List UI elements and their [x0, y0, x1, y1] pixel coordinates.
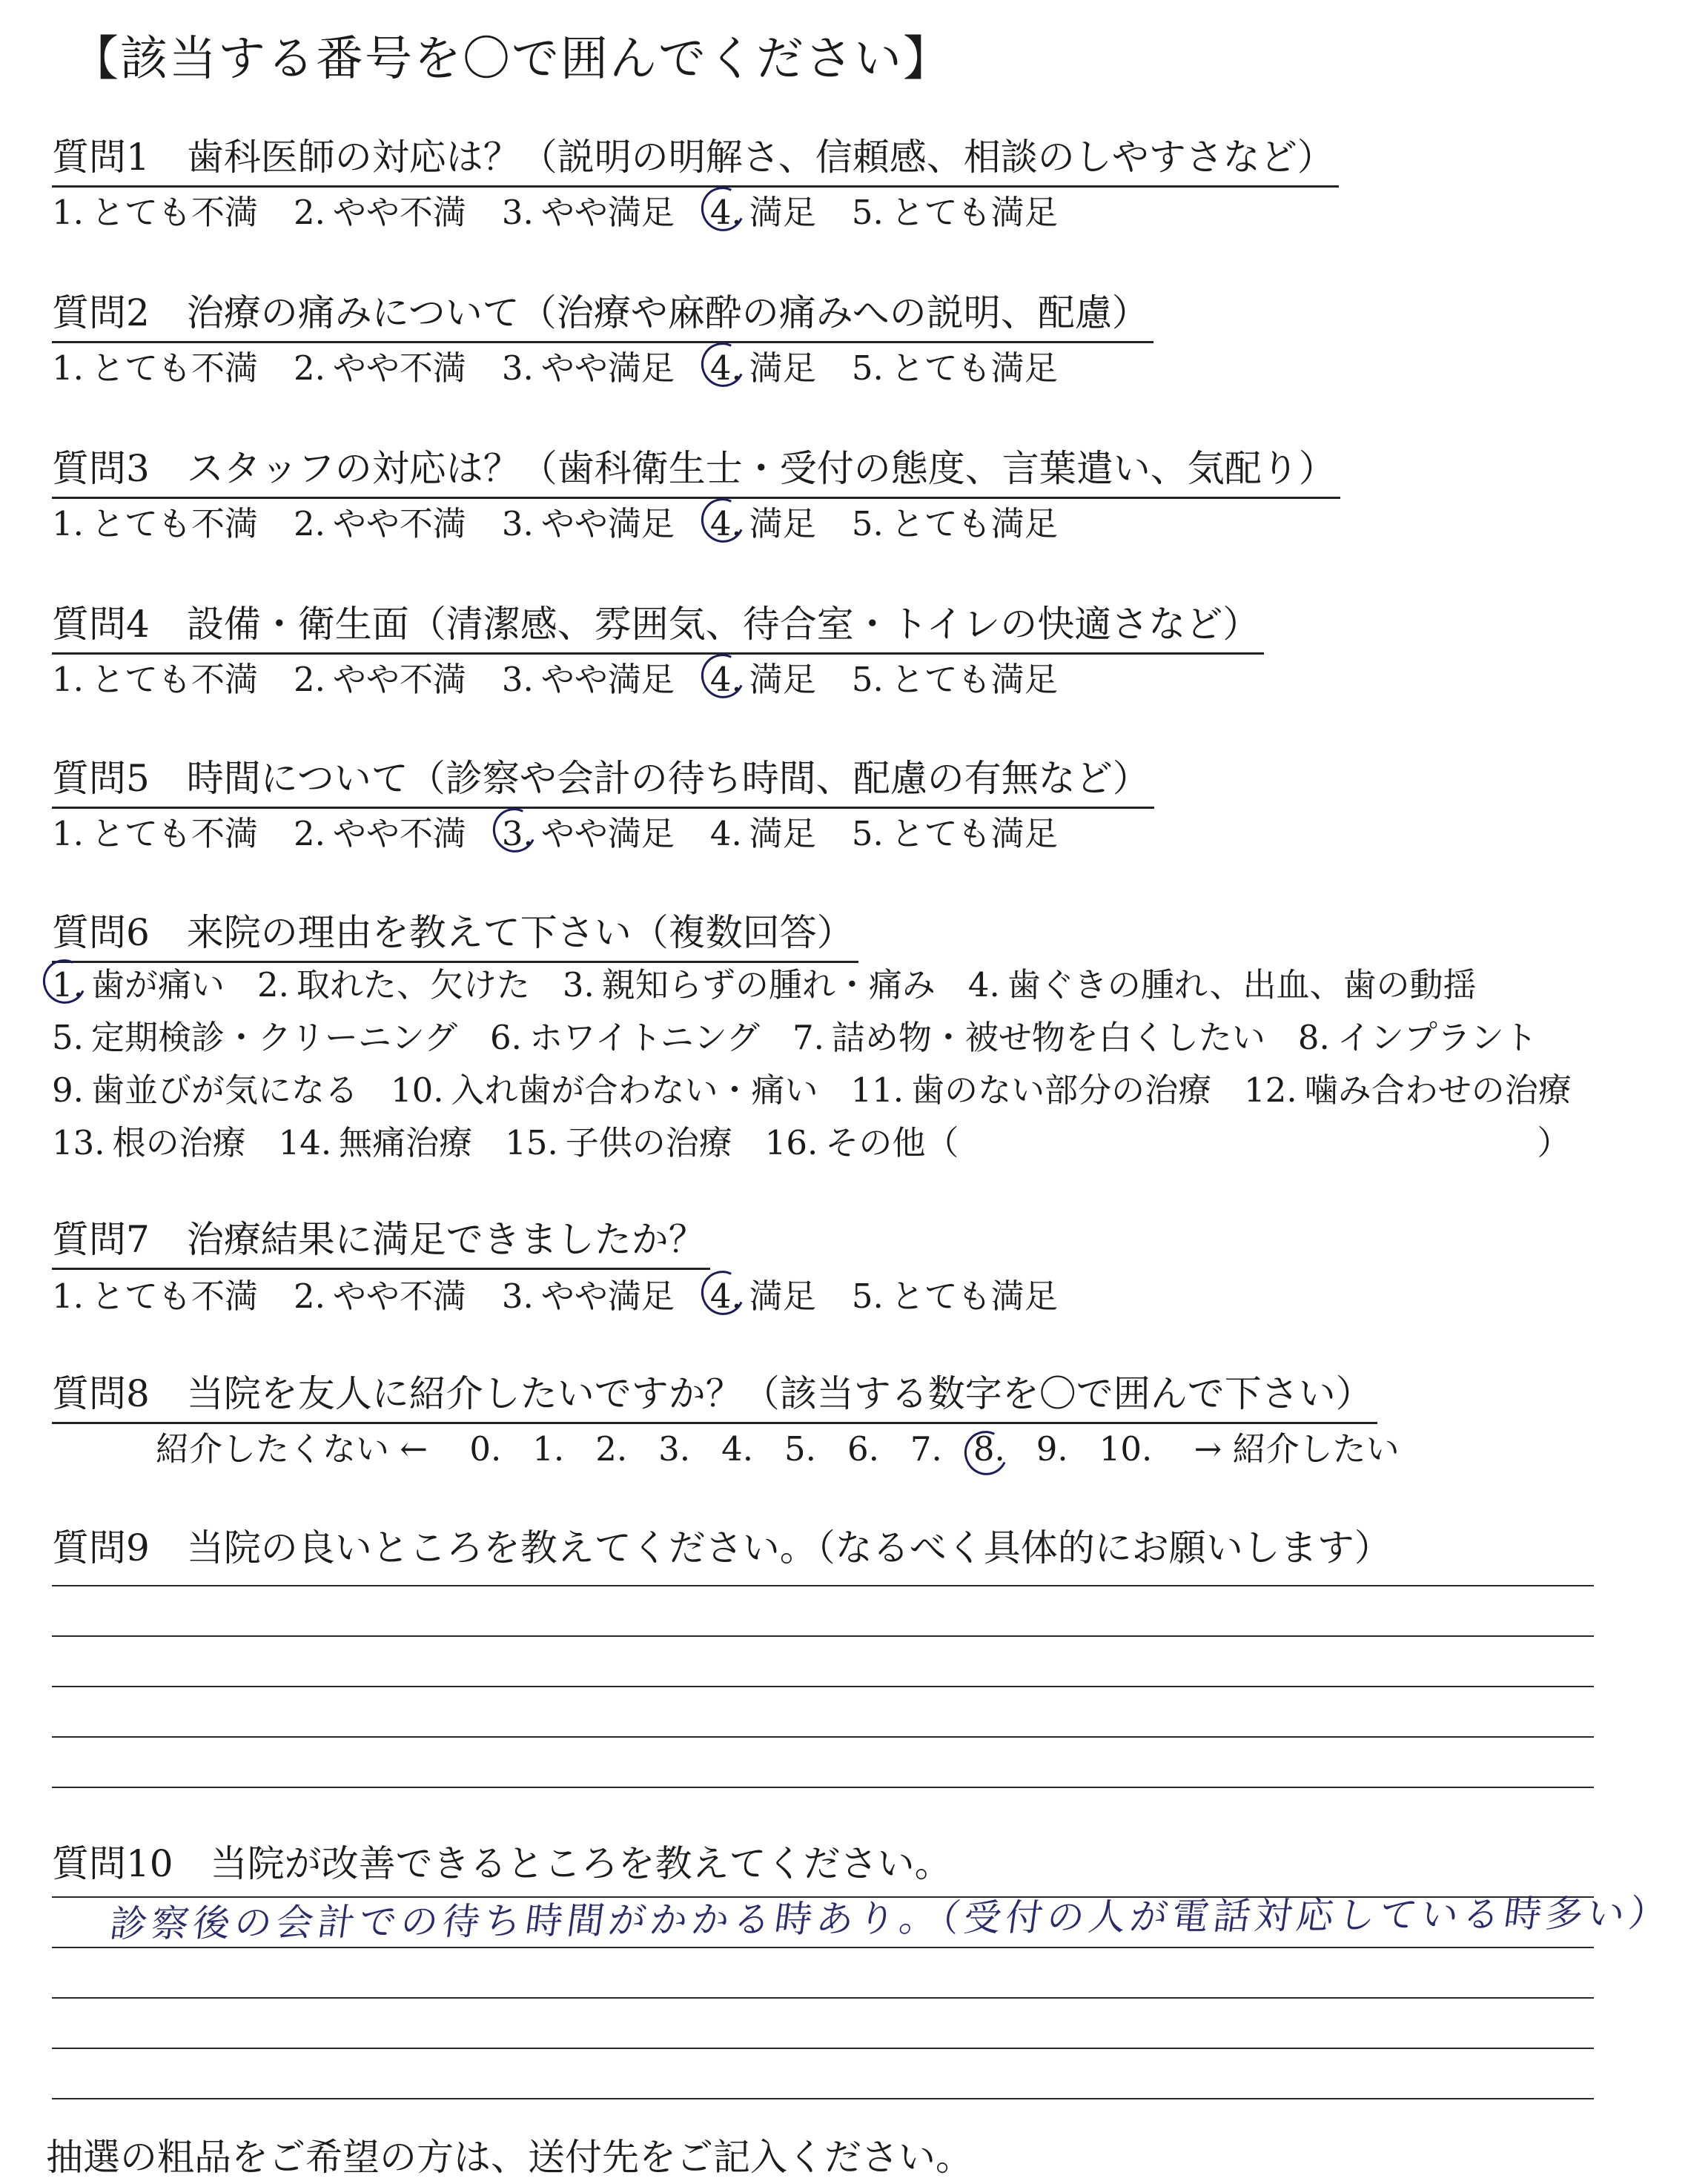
- question-2-options: [52, 341, 1093, 389]
- option-number: 4.: [709, 348, 742, 388]
- option-number: 1.: [52, 660, 84, 699]
- q4-option[interactable]: [502, 652, 675, 701]
- q6-option[interactable]: [1298, 1010, 1537, 1059]
- option-label: やや満足: [540, 504, 675, 543]
- option-number: 1.: [52, 348, 84, 388]
- q6-option[interactable]: [52, 1063, 358, 1111]
- q2-option[interactable]: [852, 341, 1058, 389]
- scale-value[interactable]: 0.: [469, 1429, 502, 1469]
- q6-option[interactable]: [505, 1116, 732, 1164]
- option-number: 3.: [501, 814, 534, 853]
- option-number: 3.: [501, 660, 534, 699]
- scale-value[interactable]: 1.: [532, 1429, 565, 1469]
- option-label: 歯並びが気になる: [90, 1070, 358, 1110]
- other-paren-close: ）: [1537, 1123, 1571, 1162]
- q2-option[interactable]: [294, 341, 466, 389]
- selection-circle: [695, 648, 750, 704]
- q6-option[interactable]: [257, 958, 530, 1006]
- option-label: とても不満: [90, 193, 258, 232]
- option-label: やや不満: [332, 814, 466, 853]
- option-label: やや不満: [332, 1277, 466, 1316]
- question-3-title: 質問3 スタッフの対応は？（歯科衛生士・受付の態度、言葉遣い、気配り）: [52, 439, 1340, 499]
- option-number: 13.: [52, 1123, 105, 1162]
- option-label: やや不満: [332, 660, 466, 699]
- q7-option[interactable]: [52, 1269, 258, 1317]
- q6-option[interactable]: [851, 1063, 1212, 1111]
- option-label: 噛み合わせの治療: [1304, 1070, 1572, 1110]
- scale-value[interactable]: 9.: [1036, 1429, 1068, 1469]
- answer-line: [52, 1585, 1594, 1586]
- q4-option[interactable]: [294, 652, 466, 701]
- option-label: ホワイトニング: [529, 1018, 760, 1057]
- option-number: 14.: [278, 1123, 332, 1162]
- option-label: やや満足: [540, 193, 675, 232]
- answer-line: [52, 2098, 1594, 2099]
- option-label: とても不満: [90, 348, 258, 388]
- option-label: 親知らずの腫れ・痛み: [601, 965, 936, 1005]
- q1-option[interactable]: [852, 185, 1058, 234]
- q3-option[interactable]: [52, 497, 258, 545]
- option-label: 歯が痛い: [90, 965, 225, 1005]
- option-label: とても不満: [90, 504, 258, 543]
- question-6-row: [52, 1063, 1604, 1116]
- q3-option[interactable]: [710, 497, 816, 545]
- q1-option[interactable]: [502, 185, 675, 234]
- q7-option[interactable]: [852, 1269, 1058, 1317]
- q7-option[interactable]: [710, 1269, 816, 1317]
- option-number: 4.: [709, 1277, 742, 1316]
- question-1-options: [52, 185, 1093, 234]
- option-number: 4.: [709, 660, 742, 699]
- q2-option[interactable]: [502, 341, 675, 389]
- scale-value[interactable]: 10.: [1099, 1429, 1153, 1469]
- q3-option[interactable]: [852, 497, 1058, 545]
- question-4-title: 質問4 設備・衛生面（清潔感、雰囲気、待合室・トイレの快適さなど）: [52, 595, 1264, 655]
- q4-option[interactable]: [710, 652, 816, 701]
- question-3-options: [52, 497, 1093, 545]
- scale-high-label: → 紹介したい: [1194, 1429, 1400, 1469]
- option-number: 2.: [293, 814, 325, 853]
- question-6-row: [52, 1116, 1604, 1168]
- option-number: 5.: [851, 660, 884, 699]
- scale-value[interactable]: 5.: [784, 1429, 816, 1469]
- option-number: 3.: [501, 504, 534, 543]
- question-5-options: [52, 807, 1093, 855]
- option-label: やや不満: [332, 504, 466, 543]
- option-number: 5.: [851, 504, 884, 543]
- option-number: 2.: [293, 348, 325, 388]
- option-label: 無痛治療: [339, 1123, 473, 1162]
- q6-option[interactable]: [765, 1116, 926, 1164]
- question-6-row: [52, 1010, 1604, 1063]
- option-label: とても不満: [90, 1277, 258, 1316]
- option-label: やや満足: [540, 660, 675, 699]
- scale-value[interactable]: 2.: [595, 1429, 628, 1469]
- option-number: 2.: [293, 660, 325, 699]
- q5-option[interactable]: [502, 807, 675, 855]
- question-9-title: 質問9 当院の良いところを教えてください。（なるべく具体的にお願いします）: [52, 1526, 1391, 1569]
- handwritten-answer: 診察後の会計での待ち時間がかかる時あり。（受付の人が電話対応している時多い）: [107, 1891, 1674, 1946]
- option-number: 4.: [709, 814, 742, 853]
- option-number: 5.: [851, 814, 884, 853]
- scale-value[interactable]: 8.: [973, 1429, 1005, 1469]
- option-label: やや不満: [332, 193, 466, 232]
- selection-circle: [958, 1425, 1013, 1481]
- q4-option[interactable]: [852, 652, 1058, 701]
- q2-option[interactable]: [710, 341, 816, 389]
- option-label: とても満足: [890, 348, 1058, 388]
- q6-option[interactable]: [1244, 1063, 1572, 1111]
- selection-circle: [486, 802, 542, 858]
- q6-option[interactable]: [563, 958, 936, 1006]
- option-label: 歯のない部分の治療: [911, 1070, 1212, 1110]
- option-number: 5.: [52, 1018, 84, 1057]
- option-number: 3.: [501, 1277, 534, 1316]
- selection-circle: [695, 337, 750, 393]
- q1-option[interactable]: [710, 185, 816, 234]
- option-number: 8.: [1297, 1018, 1330, 1057]
- question-7-title: 質問7 治療結果に満足できましたか？: [52, 1210, 710, 1270]
- option-number: 6.: [490, 1018, 522, 1057]
- q5-option[interactable]: [294, 807, 466, 855]
- q2-option[interactable]: [52, 341, 258, 389]
- q4-option[interactable]: [52, 652, 258, 701]
- q3-option[interactable]: [294, 497, 466, 545]
- q5-option[interactable]: [52, 807, 258, 855]
- answer-line: [52, 1997, 1594, 1999]
- q5-option[interactable]: [852, 807, 1058, 855]
- question-7-options: [52, 1269, 1093, 1317]
- option-number: 15.: [505, 1123, 558, 1162]
- q6-option[interactable]: [279, 1116, 473, 1164]
- question-8-scale: [156, 1422, 1431, 1470]
- option-number: 5.: [851, 193, 884, 232]
- option-number: 5.: [851, 348, 884, 388]
- q7-option[interactable]: [502, 1269, 675, 1317]
- scale-value[interactable]: 3.: [658, 1429, 691, 1469]
- option-label: 満足: [749, 814, 816, 853]
- option-number: 1.: [52, 193, 84, 232]
- scale-low-label: 紹介したくない ←: [156, 1429, 428, 1469]
- option-label: 満足: [749, 193, 816, 232]
- question-2-title: 質問2 治療の痛みについて（治療や麻酔の痛みへの説明、配慮）: [52, 283, 1153, 343]
- option-number: 4.: [709, 504, 742, 543]
- question-1-title: 質問1 歯科医師の対応は？（説明の明解さ、信頼感、相談のしやすさなど）: [52, 128, 1339, 188]
- option-number: 3.: [501, 348, 534, 388]
- selection-circle: [695, 492, 750, 549]
- option-number: 7.: [792, 1018, 824, 1057]
- option-number: 4.: [967, 965, 1000, 1005]
- option-label: やや満足: [540, 1277, 675, 1316]
- selection-circle: [36, 953, 92, 1010]
- option-number: 1.: [52, 504, 84, 543]
- q6-option[interactable]: [792, 1010, 1265, 1059]
- option-number: 4.: [709, 193, 742, 232]
- option-label: とても満足: [890, 504, 1058, 543]
- q6-option[interactable]: [52, 958, 225, 1006]
- option-label: とても不満: [90, 814, 258, 853]
- option-label: やや満足: [540, 348, 675, 388]
- option-number: 12.: [1244, 1070, 1297, 1110]
- answer-line: [52, 1635, 1594, 1637]
- option-label: その他: [825, 1123, 926, 1162]
- option-number: 2.: [293, 1277, 325, 1316]
- selection-circle: [695, 1265, 750, 1321]
- question-6-row: [52, 958, 1604, 1010]
- option-label: 満足: [749, 660, 816, 699]
- option-label: 取れた、欠けた: [296, 965, 530, 1005]
- option-number: 1.: [52, 814, 84, 853]
- option-label: 歯ぐきの腫れ、出血、歯の動揺: [1007, 965, 1477, 1005]
- option-number: 2.: [293, 504, 325, 543]
- other-paren-open: （: [925, 1123, 959, 1162]
- option-number: 16.: [764, 1123, 818, 1162]
- q1-option[interactable]: [52, 185, 258, 234]
- question-10-title: 質問10 当院が改善できるところを教えてください。: [52, 1842, 952, 1885]
- question-6-title: 質問6 来院の理由を教えて下さい（複数回答）: [52, 903, 858, 963]
- option-label: 子供の治療: [565, 1123, 732, 1162]
- option-number: 2.: [256, 965, 289, 1005]
- page-title: 【該当する番号を〇で囲んでください】: [71, 32, 952, 87]
- option-number: 1.: [52, 1277, 84, 1316]
- option-number: 11.: [850, 1070, 904, 1110]
- scale-value[interactable]: 7.: [910, 1429, 942, 1469]
- footer-note: 抽選の粗品をご希望の方は、送付先をご記入ください。: [46, 2136, 973, 2179]
- q6-option[interactable]: [490, 1010, 760, 1059]
- q6-option[interactable]: [52, 1010, 457, 1059]
- answer-line: [52, 1686, 1594, 1687]
- question-6-options: [52, 958, 1604, 1168]
- q7-option[interactable]: [294, 1269, 466, 1317]
- q6-option[interactable]: [52, 1116, 246, 1164]
- option-number: 2.: [293, 193, 325, 232]
- question-8-title: 質問8 当院を友人に紹介したいですか？（該当する数字を〇で囲んで下さい）: [52, 1364, 1377, 1424]
- q5-option[interactable]: [710, 807, 816, 855]
- scale-value[interactable]: 6.: [847, 1429, 879, 1469]
- option-label: とても不満: [90, 660, 258, 699]
- option-number: 3.: [562, 965, 595, 1005]
- answer-line: [52, 1787, 1594, 1788]
- answer-line: [52, 1736, 1594, 1738]
- q1-option[interactable]: [294, 185, 466, 234]
- option-label: 満足: [749, 348, 816, 388]
- answer-line: [52, 2048, 1594, 2049]
- option-label: 入れ歯が合わない・痛い: [451, 1070, 818, 1110]
- q6-option[interactable]: [391, 1063, 818, 1111]
- selection-circle: [695, 181, 750, 237]
- option-label: 根の治療: [112, 1123, 246, 1162]
- option-number: 10.: [390, 1070, 444, 1110]
- option-number: 5.: [851, 1277, 884, 1316]
- q3-option[interactable]: [502, 497, 675, 545]
- option-label: 満足: [749, 1277, 816, 1316]
- option-number: 3.: [501, 193, 534, 232]
- answer-line: [52, 1947, 1594, 1948]
- option-label: とても満足: [890, 1277, 1058, 1316]
- option-label: とても満足: [890, 193, 1058, 232]
- option-label: とても満足: [890, 814, 1058, 853]
- option-label: 詰め物・被せ物を白くしたい: [831, 1018, 1265, 1057]
- option-number: 1.: [52, 965, 84, 1005]
- option-label: とても満足: [890, 660, 1058, 699]
- option-label: やや不満: [332, 348, 466, 388]
- q6-option[interactable]: [968, 958, 1477, 1006]
- question-4-options: [52, 652, 1093, 701]
- option-label: インプラント: [1337, 1018, 1537, 1057]
- option-label: 満足: [749, 504, 816, 543]
- question-5-title: 質問5 時間について（診察や会計の待ち時間、配慮の有無など）: [52, 749, 1154, 809]
- option-label: やや満足: [540, 814, 675, 853]
- scale-value[interactable]: 4.: [721, 1429, 754, 1469]
- option-number: 9.: [52, 1070, 84, 1110]
- option-label: 定期検診・クリーニング: [90, 1018, 458, 1057]
